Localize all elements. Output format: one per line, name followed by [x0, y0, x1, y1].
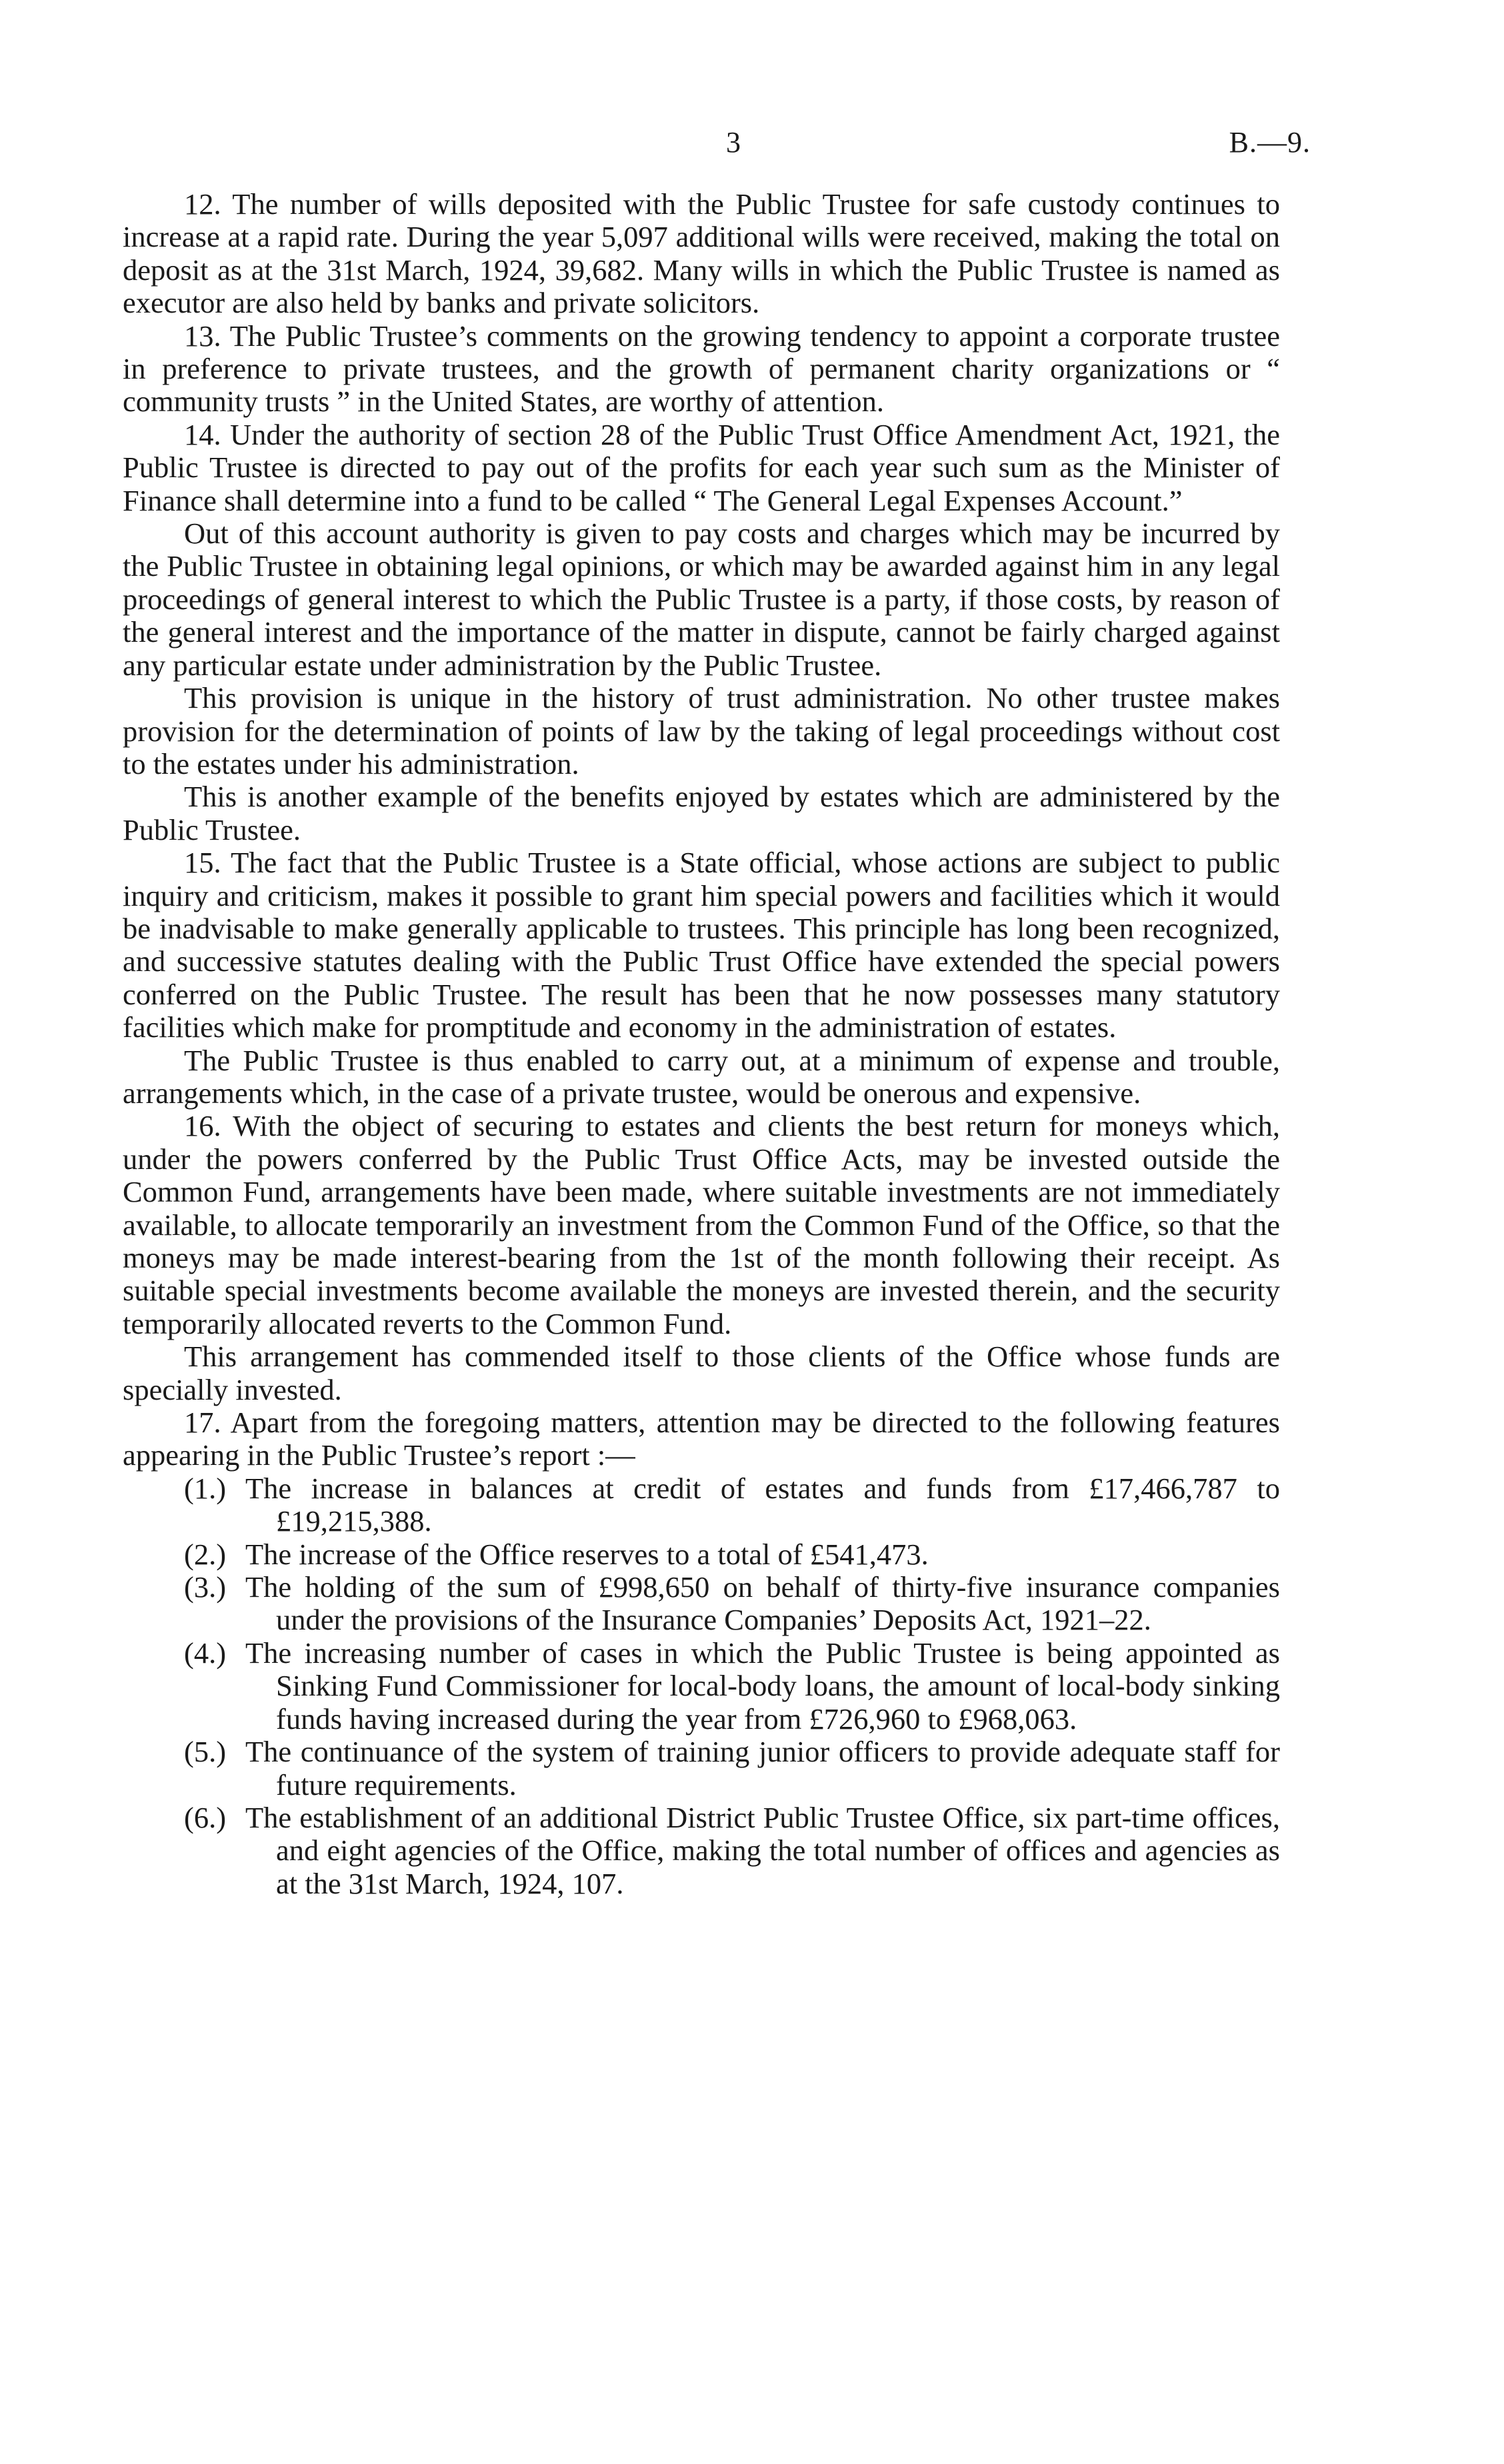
list-item-number: (4.) — [184, 1636, 227, 1670]
paragraph-15-minimum-expense: The Public Trustee is thus enabled to carry out, at a minimum of expense and trouble, arrangements which, in the case of a private trustee, would be onerous and expensive. — [123, 1043, 1280, 1110]
paragraph-12-wills: 12. The number of wills deposited with the Public Trustee for safe custody continues to increase at a rapid rate. During the year 5,097 additional wills were received, making the total on deposit as at the 31st March, 1924, 39,682. Many wills in which the Public Trustee is named as executor are also held by banks and private solicitors. — [123, 187, 1280, 320]
list-item-text: The increasing number of cases in which the Public Trustee is being appointed as Sinking Fund Commissioner for local-body loans, the amount of local-body sinking funds having increased during the year from £726,960 to £968,063. — [245, 1636, 1280, 1736]
list-item — [123, 1538, 1280, 1571]
list-item-text: The establishment of an additional District Public Trustee Office, six part-time offices, and eight agencies of the Office, making the total number of offices and agencies as at the 31st March, 1924, 107. — [245, 1800, 1280, 1900]
list-item-number: (6.) — [184, 1800, 227, 1834]
paragraph-14-provision-unique: This provision is unique in the history of trust administration. No other trustee makes provision for the determination of points of law by the taking of legal proceedings without cost to the estates under his administration. — [123, 681, 1280, 780]
list-item-text: The continuance of the system of training junior officers to provide adequate staff for future requirements. — [245, 1735, 1280, 1802]
list-item — [123, 1571, 1280, 1637]
list-item — [123, 1472, 1280, 1538]
list-item-text: The increase in balances at credit of estates and funds from £17,466,787 to £19,215,388. — [245, 1471, 1280, 1538]
features-list — [123, 1472, 1280, 1900]
paragraph-14-account-authority: Out of this account authority is given to pay costs and charges which may be incurred by the Public Trustee in obtaining legal opinions, or which may be awarded against him in any legal proceedings of general interest to which the Public Trustee is a party, if those costs, by reason of the general interest and the importance of the matter in dispute, cannot be fairly charged against any particular estate under administration by the Public Trustee. — [123, 517, 1280, 682]
list-item — [123, 1802, 1280, 1900]
paragraph-14-benefits: This is another example of the benefits enjoyed by estates which are administered by the Public Trustee. — [123, 780, 1280, 846]
page-number: 3 — [726, 126, 741, 159]
list-item-number: (2.) — [184, 1537, 227, 1571]
paragraph-14-legal-expenses: 14. Under the authority of section 28 of the Public Trust Office Amendment Act, 1921, the Public Trustee is directed to pay out of the profits for each year such sum as the Minister of Finance shall determine into a fund to be called “ The General Legal Expenses Account.” — [123, 417, 1280, 517]
body-text — [123, 188, 1280, 1900]
list-item-text: The increase of the Office reserves to a total of £541,473. — [245, 1537, 929, 1571]
list-item-text: The holding of the sum of £998,650 on behalf of thirty-five insurance companies under the provisions of the Insurance Companies’ Deposits Act, 1921–22. — [245, 1570, 1280, 1637]
document-reference: B.—9. — [1229, 126, 1311, 159]
list-item-number: (3.) — [184, 1570, 227, 1604]
paragraph-16-investments: 16. With the object of securing to estates and clients the best return for moneys which, under the powers conferred by the Public Trust Office Acts, may be invested outside the Common Fund, arrangements have been made, where suitable investments are not immediately available, to allocate temporarily an investment from the Common Fund of the Office, so that the moneys may be made interest-bearing from the 1st of the month following their receipt. As suitable special investments become available the moneys are invested therein, and the security temporarily allocated reverts to the Common Fund. — [123, 1109, 1280, 1340]
paragraph-16-arrangement: This arrangement has commended itself to those clients of the Office whose funds are specially invested. — [123, 1340, 1280, 1406]
paragraph-17-features: 17. Apart from the foregoing matters, attention may be directed to the following features appearing in the Public Trustee’s report :— — [123, 1406, 1280, 1472]
paragraph-13-corporate-trustee: 13. The Public Trustee’s comments on the growing tendency to appoint a corporate trustee in preference to private trustees, and the growth of permanent charity organizations or “ community trusts ” in the United States, are worthy of attention. — [123, 319, 1280, 419]
list-item-number: (1.) — [184, 1471, 227, 1505]
list-item — [123, 1736, 1280, 1802]
paragraph-15-state-official: 15. The fact that the Public Trustee is a State official, whose actions are subject to public inquiry and criticism, makes it possible to grant him special powers and facilities which it would be inadvisable to make generally applicable to trustees. This principle has long been recognized, and successive statutes dealing with the Public Trust Office have extended the special powers conferred on the Public Trustee. The result has been that he now possesses many statutory facilities which make for promptitude and economy in the administration of estates. — [123, 846, 1280, 1044]
list-item — [123, 1637, 1280, 1736]
list-item-number: (5.) — [184, 1735, 227, 1769]
